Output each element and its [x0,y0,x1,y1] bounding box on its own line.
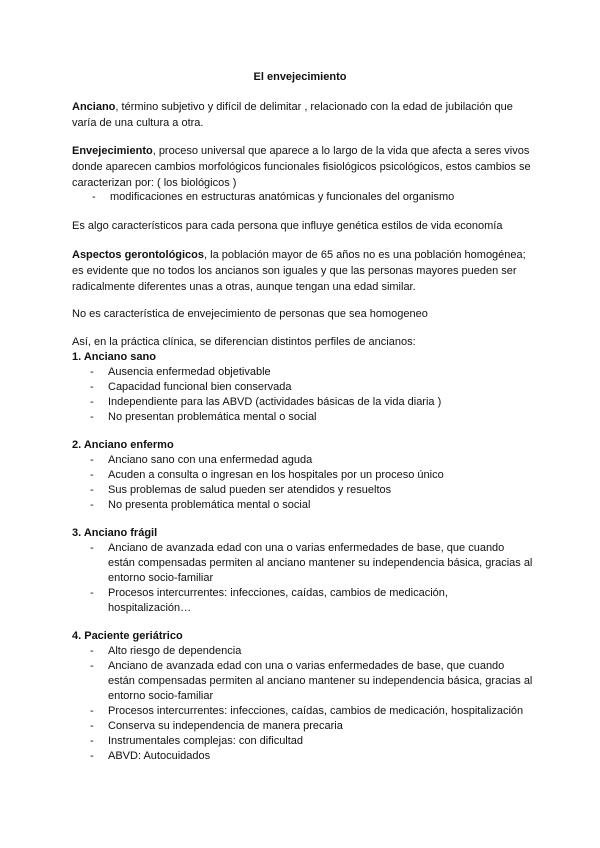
dash-bullet: - [90,542,94,554]
dash-bullet: - [90,469,94,481]
envejecimiento-text: , proceso universal que aparece a lo largo de la vida que afecta a seres vivos donde aparecen cambios morfológicos funcionales fisiológicos psicológicos, estos cambios se caracterizan por: ( los biológicos ) [72,145,531,189]
list-item: - Ausencia enfermedad objetivable [90,366,271,378]
dash-bullet: - [90,411,94,423]
profile-heading-anciano-sano: 1. Anciano sano [72,351,156,363]
dash-bullet: - [90,381,94,393]
anciano-term: Anciano [72,101,116,113]
profile-list-anciano-enfermo [72,453,534,513]
no-homogeneo-paragraph: No es característica de envejecimiento de personas que sea homogeneo [72,308,428,320]
dash-bullet: - [90,705,94,717]
profile-heading-paciente-geriatrico: 4. Paciente geriátrico [72,630,183,642]
profile-list-anciano-fragil [72,541,534,616]
dash-bullet: - [90,750,94,762]
dash-bullet: - [90,720,94,732]
list-item: - No presenta problemática mental o social [90,499,311,511]
profile-list-paciente-geriatrico [72,644,534,764]
dash-bullet: - [90,735,94,747]
dash-bullet: - [90,660,94,672]
envejecimiento-term: Envejecimiento [72,145,153,157]
list-item: - Procesos intercurrentes: infecciones, caídas, cambios de medicación, hospitalización [90,705,524,717]
intro-perfiles: Así, en la práctica clínica, se diferencian distintos perfiles de ancianos: [72,336,416,348]
dash-bullet: - [90,484,94,496]
dash-bullet: - [90,454,94,466]
list-item: - Anciano sano con una enfermedad aguda [90,454,313,466]
anciano-paragraph [72,99,534,131]
list-item: - Anciano de avanzada edad con una o varias enfermedades de base, que cuando están compensadas permiten al anciano mantener su independencia básica, gracias al entorno socio-familiar [90,542,533,584]
dash-bullet: - [90,645,94,657]
list-item: - Alto riesgo de dependencia [90,645,242,657]
aspectos-term: Aspectos gerontológicos [72,249,205,261]
list-item: - Conserva su independencia de manera precaria [90,720,343,732]
aspectos-text: , la población mayor de 65 años no es una población homogénea; es evidente que no todos los ancianos son iguales y que las personas mayores pueden ser radicalmente diferentes unas a otras, aunque tengan una edad similar. [72,249,526,293]
list-item: - Instrumentales complejas: con dificultad [90,735,304,747]
list-item: - Capacidad funcional bien conservada [90,381,292,393]
dash-bullet: - [90,587,94,599]
envejecimiento-list [72,190,534,205]
list-item: - No presentan problemática mental o social [90,411,317,423]
anciano-text: , término subjetivo y difícil de delimitar , relacionado con la edad de jubilación que varía de una cultura a otra. [72,101,513,129]
profile-heading-anciano-fragil: 3. Anciano frágil [72,527,158,539]
list-item: - modificaciones en estructuras anatómicas y funcionales del organismo [92,191,455,203]
list-item: - Independiente para las ABVD (actividades básicas de la vida diaria ) [90,396,442,408]
list-item: - ABVD: Autocuidados [90,750,211,762]
list-item: - Procesos intercurrentes: infecciones, caídas, cambios de medicación, hospitalización… [90,587,448,614]
envejecimiento-paragraph [72,143,534,191]
list-item: - Anciano de avanzada edad con una o varias enfermedades de base, que cuando están compensadas permiten al anciano mantener su independencia básica, gracias al entorno socio-familiar [90,660,533,702]
profile-list-anciano-sano [72,365,534,425]
dash-bullet: - [90,499,94,511]
dash-bullet: - [90,396,94,408]
document-title: El envejecimiento [253,71,347,83]
list-item: - Acuden a consulta o ingresan en los hospitales por un proceso único [90,469,444,481]
profile-heading-anciano-enfermo: 2. Anciano enfermo [72,439,174,451]
list-item: - Sus problemas de salud pueden ser atendidos y resueltos [90,484,392,496]
dash-bullet: - [90,366,94,378]
caracteristicos-paragraph: Es algo característicos para cada persona que influye genética estilos de vida economía [72,220,503,232]
aspectos-paragraph [72,247,534,295]
dash-bullet: - [92,191,96,203]
